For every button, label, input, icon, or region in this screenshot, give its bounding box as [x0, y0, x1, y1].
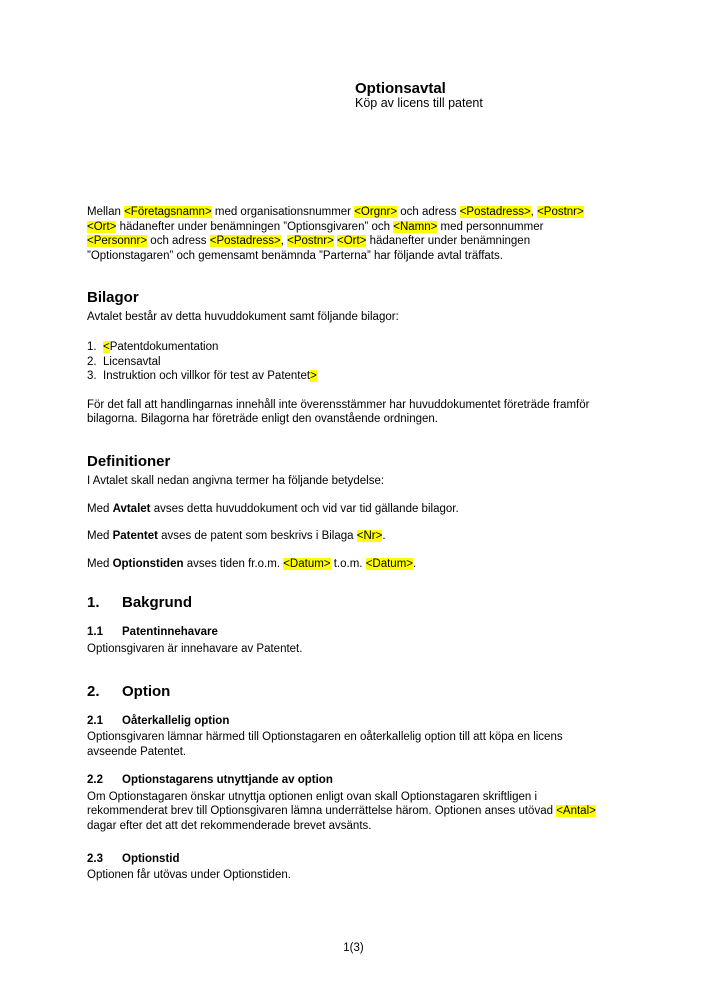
- section-1-heading: [87, 594, 647, 611]
- text-run: och adress: [147, 235, 210, 248]
- placeholder-highlight: >: [310, 370, 317, 383]
- text-run: hädanefter under benämningen: [366, 235, 531, 248]
- text-run: Optionsgivaren är innehavare av Patentet.: [87, 642, 303, 655]
- text-run: med organisationsnummer: [211, 206, 355, 218]
- placeholder-highlight: <Företagsnamn>: [124, 206, 212, 218]
- text-run: ,: [530, 206, 538, 218]
- text-run: Licensavtal: [103, 355, 161, 368]
- text-run: ”Optionstagaren” och gemensamt benämnda ”Parterna” har följande avtal träffats.: [87, 249, 503, 262]
- placeholder-highlight: <Postadress>: [459, 206, 531, 218]
- list-number: 2.: [87, 355, 97, 368]
- list-number: 3.: [87, 370, 97, 383]
- heading-text: Patentinnehavare: [122, 626, 218, 639]
- placeholder-highlight: <Ort>: [87, 220, 117, 233]
- placeholder-highlight: <Postadress>: [209, 235, 281, 248]
- document-subtitle: Köp av licens till patent: [355, 96, 483, 110]
- definition-optionstiden: [87, 557, 647, 572]
- heading-number: 2.: [87, 682, 100, 700]
- document-content: [87, 81, 647, 883]
- placeholder-highlight: <Personnr>: [87, 235, 148, 248]
- section-1-1-body: [87, 642, 647, 657]
- list-item: [87, 340, 647, 355]
- placeholder-highlight: <Orgnr>: [354, 206, 398, 218]
- text-run: Avtalet: [112, 502, 151, 515]
- heading-text: Oåterkallelig option: [122, 714, 230, 727]
- heading-text: Option: [122, 682, 171, 700]
- text-run: dagar efter det att det rekommenderade brevet avsänts.: [87, 820, 372, 833]
- text-run: Om Optionstagaren önskar utnyttja optionen enligt ovan skall Optionstagaren skriftligen i: [87, 790, 538, 803]
- text-run: avses detta huvuddokument och vid var tid gällande bilagor.: [150, 502, 459, 515]
- text-run: avseende Patentet.: [87, 745, 187, 758]
- placeholder-highlight: <Datum>: [283, 557, 331, 570]
- text-run: Avtalet består av detta huvuddokument samt följande bilagor:: [87, 311, 399, 324]
- list-item: [87, 355, 647, 370]
- placeholder-highlight: <Postnr>: [287, 235, 334, 248]
- text-run: För det fall att handlingarnas innehåll inte överensstämmer har huvuddokumentet företräde framför: [87, 398, 590, 411]
- text-run: Patentdokumentation: [109, 340, 219, 353]
- text-run: Med: [87, 530, 113, 543]
- text-run: och adress: [397, 206, 460, 218]
- document-title: Optionsavtal: [355, 80, 446, 97]
- section-2-3-body: [87, 868, 647, 883]
- text-run: Optionsgivaren lämnar härmed till Optionstagaren en oåterkallelig option till att köpa en licens: [87, 731, 563, 744]
- placeholder-highlight: <Postnr>: [537, 206, 584, 218]
- section-2-heading: [87, 683, 647, 700]
- heading-number: 2.3: [87, 852, 103, 865]
- section-1-1-heading: [87, 625, 647, 640]
- placeholder-highlight: <Nr>: [356, 530, 383, 543]
- text-run: med personnummer: [437, 220, 544, 233]
- list-item: [87, 369, 647, 384]
- heading-text: Optionstagarens utnyttjande av option: [122, 774, 333, 787]
- heading-definitioner: Definitioner: [87, 452, 171, 470]
- text-run: Instruktion och villkor för test av Patentet: [103, 370, 311, 383]
- text-run: Med: [87, 502, 113, 515]
- heading-text: Bakgrund: [122, 594, 193, 612]
- section-2-1-heading: [87, 714, 647, 729]
- section-2-1-body: [87, 730, 647, 759]
- text-run: Optionstiden: [112, 557, 184, 570]
- bilagor-precedence: [87, 398, 647, 427]
- heading-number: 1.1: [87, 626, 103, 639]
- text-run: .: [382, 530, 386, 543]
- placeholder-highlight: <Ort>: [337, 235, 367, 248]
- text-run: .: [413, 557, 417, 570]
- section-2-2-body: [87, 790, 647, 834]
- text-run: rekommenderat brev till Optionsgivaren lämna underrättelse härom. Optionen anses utövad: [87, 805, 557, 818]
- section-2-2-heading: [87, 773, 647, 788]
- heading-number: 2.2: [87, 774, 103, 787]
- text-run: avses de patent som beskrivs i Bilaga: [157, 530, 357, 543]
- heading-bilagor: Bilagor: [87, 289, 139, 307]
- section-2-3-heading: [87, 852, 647, 867]
- bilagor-list: [87, 340, 647, 384]
- text-run: Optionen får utövas under Optionstiden.: [87, 869, 291, 882]
- document-body: [87, 205, 647, 883]
- placeholder-highlight: <Antal>: [556, 805, 596, 818]
- text-run: bilagorna. Bilagorna har företräde enligt den ovanstående ordningen.: [87, 413, 439, 426]
- text-run: t.o.m.: [330, 557, 366, 570]
- text-run: ,: [280, 235, 288, 248]
- heading-number: 1.: [87, 594, 100, 612]
- definition-patentet: [87, 529, 647, 544]
- text-run: Patentet: [112, 530, 158, 543]
- placeholder-highlight: <: [103, 340, 110, 353]
- page-number: 1(3): [343, 942, 364, 954]
- heading-text: Optionstid: [122, 852, 180, 865]
- heading-number: 2.1: [87, 714, 103, 727]
- list-number: 1.: [87, 340, 97, 353]
- bilagor-intro: [87, 310, 647, 325]
- intro-paragraph: [87, 205, 647, 263]
- text-run: Mellan: [87, 206, 125, 218]
- text-run: Med: [87, 557, 113, 570]
- text-run: I Avtalet skall nedan angivna termer ha följande betydelse:: [87, 474, 385, 487]
- definition-avtalet: [87, 502, 647, 517]
- text-run: hädanefter under benämningen ”Optionsgivaren” och: [116, 220, 394, 233]
- placeholder-highlight: <Datum>: [365, 557, 413, 570]
- text-run: avses tiden fr.o.m.: [183, 557, 284, 570]
- placeholder-highlight: <Namn>: [393, 220, 438, 233]
- definitioner-intro: [87, 474, 647, 489]
